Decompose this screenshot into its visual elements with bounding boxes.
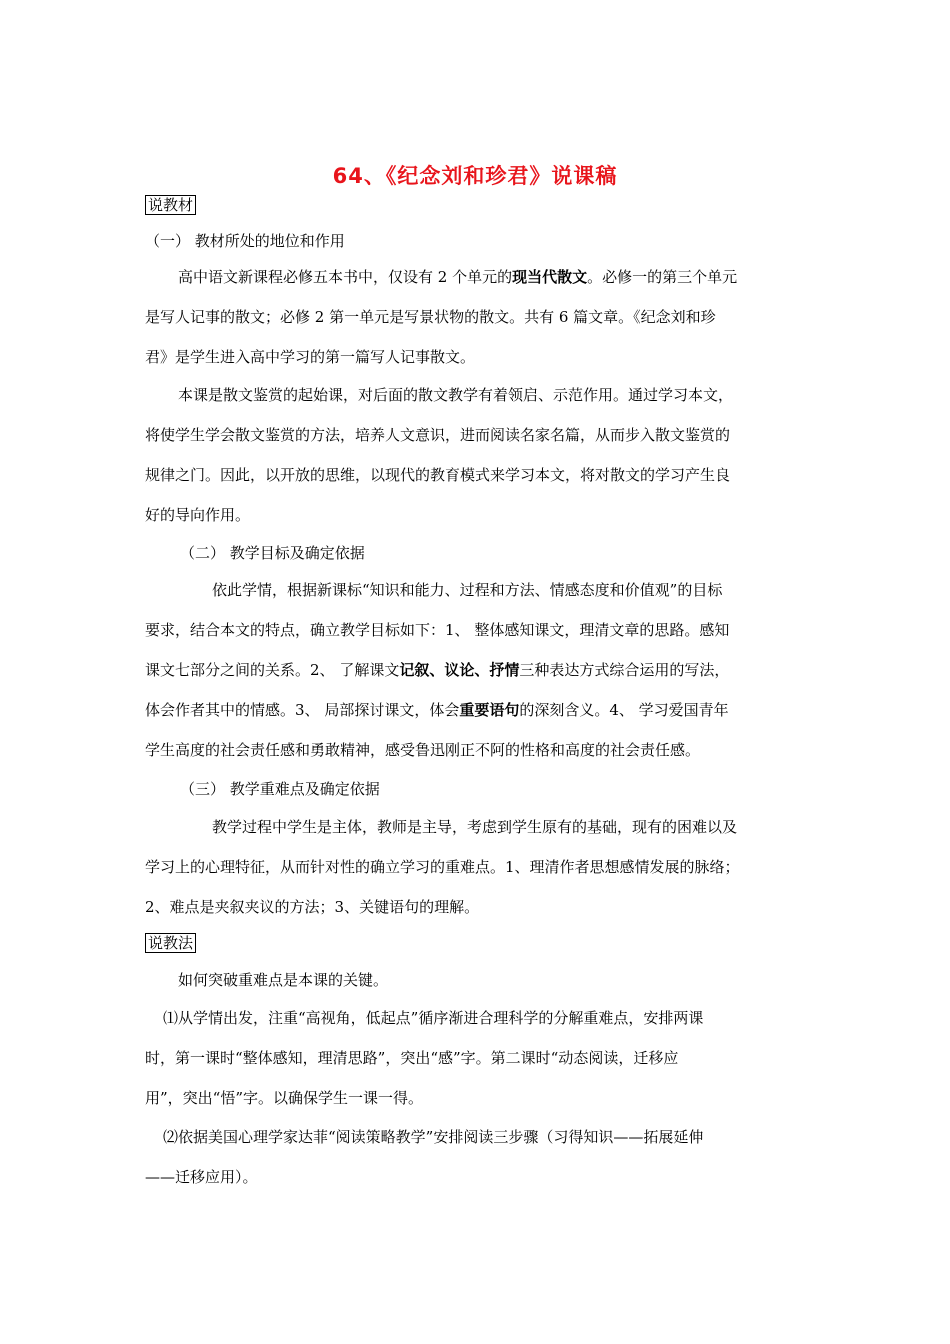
paragraph-line: 君》是学生进入高中学习的第一篇写人记事散文。 [145,348,476,366]
paragraph-line: ——迁移应用）。 [145,1168,258,1186]
paragraph-line: 本课是散文鉴赏的起始课，对后面的散文教学有着领启、示范作用。通过学习本文， [178,386,734,404]
paragraph-line: 高中语文新课程必修五本书中，仅设有 2 个单元的现当代散文。必修一的第三个单元 [178,268,738,286]
subheading-teaching-goals: （二） 教学目标及确定依据 [180,544,365,562]
paragraph-line: 是写人记事的散文；必修 2 第一单元是写景状物的散文。共有 6 篇文章。《纪念刘和珍 [145,308,716,326]
section-heading-teaching-method: 说教法 [145,933,196,953]
paragraph-line: 将使学生学会散文鉴赏的方法，培养人文意识，进而阅读名家名篇，从而步入散文鉴赏的 [145,426,731,444]
paragraph-line: 用”，突出“悟”字。以确保学生一课一得。 [145,1089,424,1107]
paragraph-line: 2、难点是夹叙夹议的方法；3、关键语句的理解。 [145,898,480,916]
paragraph-line: 学生高度的社会责任感和勇敢精神，感受鲁迅刚正不阿的性格和高度的社会责任感。 [145,741,701,759]
paragraph-line: 学习上的心理特征，从而针对性的确立学习的重难点。1、理清作者思想感情发展的脉络； [145,858,740,876]
paragraph-line: 课文七部分之间的关系。2、 了解课文记叙、议论、抒情三种表达方式综合运用的写法， [145,661,730,679]
section-heading-teaching-material: 说教材 [145,195,196,215]
paragraph-line: 要求，结合本文的特点，确立教学目标如下：1、 整体感知课文，理清文章的思路。感知 [145,621,730,639]
subheading-position-role: （一） 教材所处的地位和作用 [145,232,345,250]
paragraph-line: 体会作者其中的情感。3、 局部探讨课文，体会重要语句的深刻含义。4、 学习爱国青年 [145,701,729,719]
paragraph-line: 规律之门。因此，以开放的思维，以现代的教育模式来学习本文，将对散文的学习产生良 [145,466,731,484]
subheading-key-difficult-points: （三） 教学重难点及确定依据 [180,780,380,798]
document-title: 64、《纪念刘和珍君》说课稿 [332,164,618,188]
paragraph-line: 好的导向作用。 [145,506,251,524]
paragraph-line: ⑵依据美国心理学家达菲“阅读策略教学”安排阅读三步骤（习得知识——拓展延伸 [163,1128,704,1146]
paragraph-line: 时，第一课时“整体感知，理清思路”，突出“感”字。第二课时“动态阅读，迁移应 [145,1049,679,1067]
paragraph-line: 教学过程中学生是主体，教师是主导，考虑到学生原有的基础，现有的困难以及 [212,818,738,836]
paragraph-line: 依此学情，根据新课标“知识和能力、过程和方法、情感态度和价值观”的目标 [212,581,723,599]
paragraph-line: ⑴从学情出发，注重“高视角，低起点”循序渐进合理科学的分解重难点，安排两课 [163,1009,704,1027]
paragraph-line: 如何突破重难点是本课的关键。 [178,971,389,989]
